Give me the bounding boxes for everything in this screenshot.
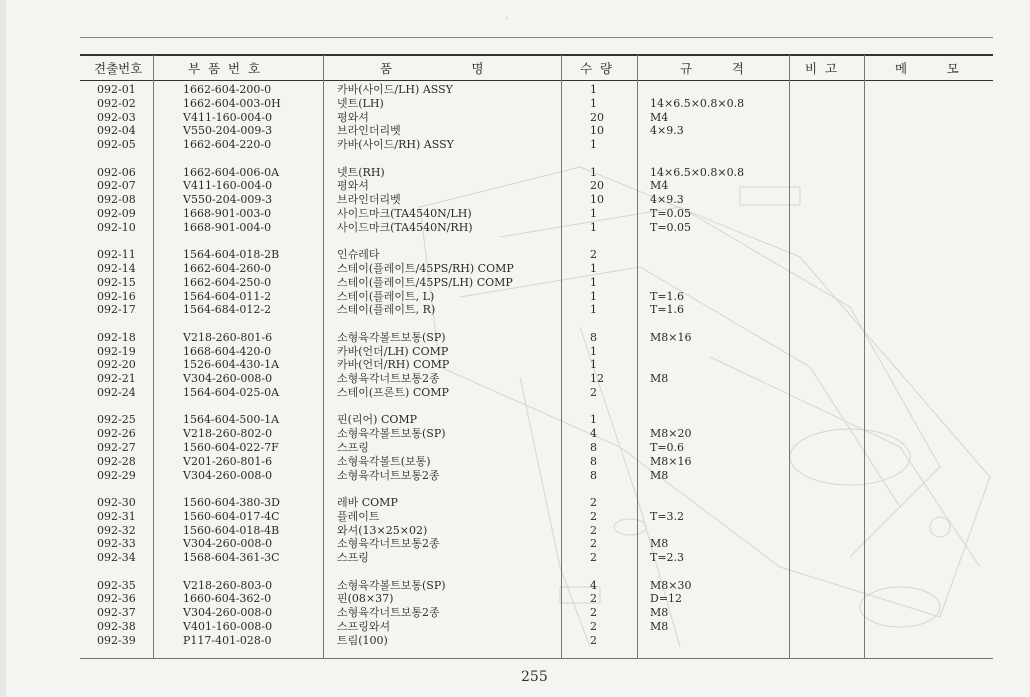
cell-qty: 1 (590, 165, 597, 179)
cell-qty: 2 (590, 592, 597, 606)
cell-qty: 1 (590, 220, 597, 234)
cell-part-no: 1564-604-018-2B (183, 248, 280, 262)
cell-spec: M8 (650, 620, 669, 633)
cell-part-no: 1668-604-420-0 (183, 344, 272, 358)
cell-spec: M8 (650, 372, 669, 386)
cell-name: 트림(100) (337, 633, 388, 647)
cell-qty: 10 (590, 124, 604, 138)
cell-spec: 14×6.5×0.8×0.8 (650, 96, 745, 110)
cell-spec: M8×16 (650, 454, 692, 468)
cell-name: 평와셔 (337, 110, 369, 124)
cell-no: 092-01 (97, 83, 136, 96)
cell-qty: 8 (590, 468, 597, 482)
cell-name: 소형육각볼트보통(SP) (337, 578, 446, 592)
cell-name: 소형육각너트보통2종 (337, 372, 440, 386)
cell-no: 092-02 (97, 96, 136, 110)
cell-name: 소형육각너트보통2종 (337, 468, 440, 482)
column-divider (789, 55, 790, 658)
cell-no: 092-38 (97, 620, 136, 633)
cell-no: 092-33 (97, 537, 136, 551)
cell-name: 스프링 (337, 441, 369, 454)
cell-spec: T=0.05 (650, 220, 692, 234)
cell-name: 핀(리어) COMP (337, 413, 418, 427)
cell-part-no: V304-260-008-0 (183, 372, 273, 386)
cell-spec: D=12 (650, 592, 683, 606)
cell-qty: 2 (590, 523, 597, 537)
cell-qty: 2 (590, 633, 597, 647)
cell-name: 스테이(프론트) COMP (337, 386, 449, 399)
column-divider (637, 55, 638, 658)
cell-no: 092-07 (97, 179, 136, 193)
cell-qty: 1 (590, 207, 597, 220)
cell-no: 092-15 (97, 275, 136, 289)
cell-spec: M8×16 (650, 330, 692, 344)
header-memo: 메 모 (895, 61, 959, 76)
cell-part-no: 1564-684-012-2 (183, 303, 272, 317)
cell-part-no: 1560-604-017-4C (183, 509, 280, 523)
cell-part-no: V201-260-801-6 (183, 454, 273, 468)
cell-part-no: V304-260-008-0 (183, 537, 273, 551)
cell-spec: M8 (650, 537, 669, 551)
cell-qty: 2 (590, 496, 597, 509)
cell-part-no: 1662-604-260-0 (183, 262, 272, 275)
cell-part-no: P117-401-028-0 (183, 633, 272, 647)
cell-qty: 1 (590, 344, 597, 358)
cell-part-no: 1564-604-025-0A (183, 386, 280, 399)
cell-part-no: V401-160-008-0 (183, 620, 273, 633)
cell-part-no: V218-260-801-6 (183, 330, 273, 344)
cell-name: 스테이(플레이트/45PS/RH) COMP (337, 262, 514, 275)
cell-name: 카바(사이드/RH) ASSY (337, 138, 454, 152)
cell-no: 092-20 (97, 358, 136, 372)
cell-spec: M8 (650, 606, 669, 620)
cell-part-no: 1560-604-022-7F (183, 441, 279, 454)
cell-qty: 12 (590, 372, 604, 386)
page-number: 255 (521, 669, 548, 685)
cell-part-no: V218-260-802-0 (183, 427, 273, 441)
cell-spec: M8 (650, 468, 669, 482)
column-divider (864, 55, 865, 658)
cell-spec: 14×6.5×0.8×0.8 (650, 165, 745, 179)
cell-spec: M8×20 (650, 427, 692, 441)
cell-name: 스테이(플레이트/45PS/LH) COMP (337, 275, 513, 289)
header-name: 품 명 (380, 61, 484, 76)
cell-spec: T=1.6 (650, 303, 685, 317)
cell-qty: 20 (590, 179, 604, 193)
cell-no: 092-09 (97, 207, 136, 220)
column-divider (561, 55, 562, 658)
cell-qty: 4 (590, 578, 597, 592)
cell-no: 092-14 (97, 262, 136, 275)
cell-no: 092-10 (97, 220, 136, 234)
cell-part-no: 1662-604-006-0A (183, 165, 280, 179)
cell-part-no: 1662-604-003-0H (183, 96, 281, 110)
cell-part-no: 1668-901-003-0 (183, 207, 272, 220)
cell-no: 092-24 (97, 386, 136, 399)
cell-qty: 8 (590, 330, 597, 344)
cell-no: 092-03 (97, 110, 136, 124)
cell-qty: 2 (590, 606, 597, 620)
cell-name: 소형육각볼트보통(SP) (337, 330, 446, 344)
header-no: 견출번호 (94, 61, 143, 76)
cell-no: 092-37 (97, 606, 136, 620)
cell-no: 092-26 (97, 427, 136, 441)
cell-part-no: 1564-604-011-2 (183, 289, 272, 303)
cell-name: 소형육각볼트(보통) (337, 454, 431, 468)
cell-qty: 4 (590, 427, 597, 441)
top-rule (80, 37, 993, 38)
cell-part-no: 1526-604-430-1A (183, 358, 280, 372)
cell-spec: T=3.2 (650, 509, 685, 523)
cell-no: 092-32 (97, 523, 136, 537)
cell-part-no: V550-204-009-3 (183, 124, 273, 138)
cell-spec: T=1.6 (650, 289, 685, 303)
cell-spec: T=0.6 (650, 441, 685, 454)
cell-name: 사이드마크(TA4540N/RH) (337, 220, 473, 234)
cell-name: 평와셔 (337, 179, 369, 193)
cell-qty: 1 (590, 303, 597, 317)
cell-part-no: V411-160-004-0 (183, 110, 273, 124)
header-qty: 수 량 (580, 61, 613, 76)
cell-name: 와셔(13×25×02) (337, 523, 428, 537)
cell-spec: M8×30 (650, 578, 692, 592)
cell-part-no: 1668-901-004-0 (183, 220, 272, 234)
header-part-no: 부 품 번 호 (188, 61, 261, 76)
cell-no: 092-34 (97, 551, 136, 565)
cell-no: 092-17 (97, 303, 136, 317)
cell-name: 넷트(LH) (337, 96, 384, 110)
cell-part-no: V550-204-009-3 (183, 193, 273, 207)
cell-qty: 1 (590, 262, 597, 275)
column-divider (153, 55, 154, 658)
bottom-rule (80, 658, 993, 659)
cell-name: 핀(08×37) (337, 592, 394, 606)
cell-name: 인슈레타 (337, 248, 380, 262)
cell-qty: 1 (590, 358, 597, 372)
cell-part-no: 1560-604-380-3D (183, 496, 280, 509)
cell-name: 브라인더리벳 (337, 193, 401, 207)
cell-part-no: 1564-604-500-1A (183, 413, 280, 427)
cell-no: 092-31 (97, 509, 136, 523)
cell-spec: 4×9.3 (650, 193, 684, 207)
cell-no: 092-06 (97, 165, 136, 179)
cell-qty: 2 (590, 537, 597, 551)
cell-qty: 1 (590, 138, 597, 152)
cell-no: 092-19 (97, 344, 136, 358)
cell-qty: 2 (590, 509, 597, 523)
cell-qty: 1 (590, 275, 597, 289)
cell-spec: T=0.05 (650, 207, 692, 220)
bleed-through-mark: ' (505, 8, 509, 22)
cell-part-no: 1662-604-250-0 (183, 275, 272, 289)
cell-no: 092-21 (97, 372, 136, 386)
cell-no: 092-25 (97, 413, 136, 427)
cell-no: 092-35 (97, 578, 136, 592)
cell-qty: 1 (590, 289, 597, 303)
cell-name: 스프링와셔 (337, 620, 391, 633)
cell-no: 092-29 (97, 468, 136, 482)
cell-qty: 10 (590, 193, 604, 207)
cell-no: 092-08 (97, 193, 136, 207)
cell-qty: 1 (590, 413, 597, 427)
cell-qty: 2 (590, 248, 597, 262)
cell-qty: 8 (590, 454, 597, 468)
cell-spec: 4×9.3 (650, 124, 684, 138)
cell-qty: 8 (590, 441, 597, 454)
page-edge (0, 0, 6, 697)
cell-name: 카바(언더/RH) COMP (337, 358, 450, 372)
cell-part-no: V411-160-004-0 (183, 179, 273, 193)
cell-qty: 20 (590, 110, 604, 124)
cell-part-no: 1568-604-361-3C (183, 551, 280, 565)
cell-no: 092-27 (97, 441, 136, 454)
cell-name: 스프링 (337, 551, 369, 565)
cell-name: 브라인더리벳 (337, 124, 401, 138)
cell-name: 소형육각너트보통2종 (337, 606, 440, 620)
cell-no: 092-39 (97, 633, 136, 647)
cell-no: 092-28 (97, 454, 136, 468)
cell-name: 소형육각너트보통2종 (337, 537, 440, 551)
header-spec: 규 격 (680, 61, 744, 76)
cell-spec: M4 (650, 179, 669, 193)
header-top-rule (80, 54, 993, 56)
header-note: 비 고 (805, 61, 838, 76)
cell-qty: 2 (590, 386, 597, 399)
cell-no: 092-04 (97, 124, 136, 138)
cell-no: 092-36 (97, 592, 136, 606)
header-bottom-rule (80, 80, 993, 81)
parts-table (80, 37, 993, 659)
cell-part-no: 1662-604-220-0 (183, 138, 272, 152)
column-divider (323, 55, 324, 658)
cell-name: 넷트(RH) (337, 165, 385, 179)
cell-name: 사이드마크(TA4540N/LH) (337, 207, 472, 220)
cell-part-no: 1660-604-362-0 (183, 592, 272, 606)
cell-name: 스테이(플레이트, L) (337, 289, 435, 303)
cell-part-no: 1662-604-200-0 (183, 83, 272, 96)
cell-part-no: V218-260-803-0 (183, 578, 273, 592)
cell-name: 카바(언더/LH) COMP (337, 344, 449, 358)
cell-no: 092-30 (97, 496, 136, 509)
exploded-diagram-watermark (380, 147, 1020, 687)
cell-qty: 2 (590, 620, 597, 633)
cell-spec: T=2.3 (650, 551, 685, 565)
cell-spec: M4 (650, 110, 669, 124)
cell-qty: 1 (590, 96, 597, 110)
cell-part-no: V304-260-008-0 (183, 468, 273, 482)
cell-part-no: V304-260-008-0 (183, 606, 273, 620)
cell-no: 092-18 (97, 330, 136, 344)
cell-no: 092-16 (97, 289, 136, 303)
cell-no: 092-05 (97, 138, 136, 152)
cell-no: 092-11 (97, 248, 136, 262)
cell-name: 카바(사이드/LH) ASSY (337, 83, 453, 96)
cell-name: 스테이(플레이트, R) (337, 303, 436, 317)
cell-part-no: 1560-604-018-4B (183, 523, 280, 537)
cell-name: 플레이트 (337, 509, 380, 523)
cell-name: 소형육각볼트보통(SP) (337, 427, 446, 441)
cell-qty: 1 (590, 83, 597, 96)
cell-qty: 2 (590, 551, 597, 565)
cell-name: 레바 COMP (337, 496, 398, 509)
